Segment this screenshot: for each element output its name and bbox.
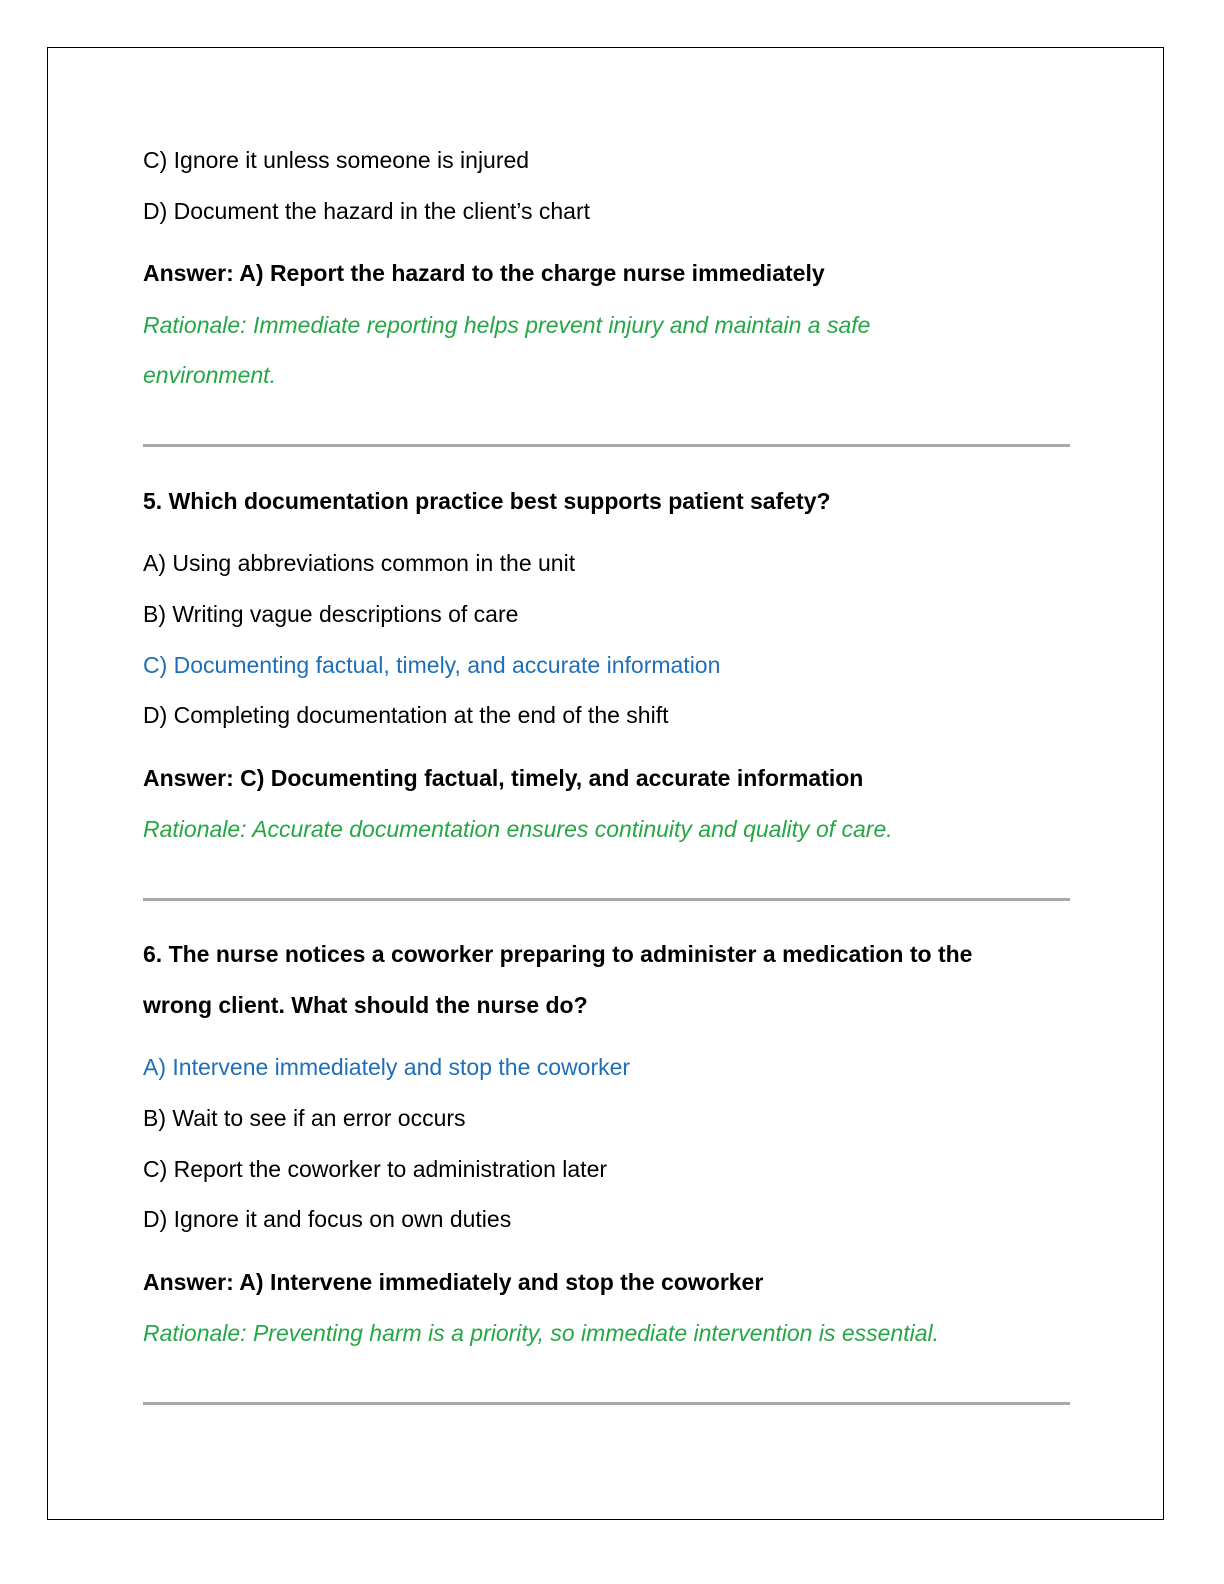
q6-option-c: C) Report the coworker to administration later xyxy=(143,1156,608,1182)
q5-option-d: D) Completing documentation at the end of the shift xyxy=(143,702,669,728)
q4-option-d: D) Document the hazard in the client’s chart xyxy=(143,198,591,224)
q4-answer: Answer: A) Report the hazard to the charge nurse immediately xyxy=(143,260,825,286)
q6-rationale: Rationale: Preventing harm is a priority, so immediate intervention is essential. xyxy=(143,1320,939,1346)
q4-option-c: C) Ignore it unless someone is injured xyxy=(143,147,530,173)
divider xyxy=(143,898,1070,901)
divider xyxy=(143,444,1070,447)
q5-option-a: A) Using abbreviations common in the unit xyxy=(143,550,576,576)
q5-option-c-correct: C) Documenting factual, timely, and accurate information xyxy=(143,652,721,678)
q5-rationale: Rationale: Accurate documentation ensures continuity and quality of care. xyxy=(143,816,893,842)
q5-question: 5. Which documentation practice best supports patient safety? xyxy=(143,488,831,514)
q6-option-d: D) Ignore it and focus on own duties xyxy=(143,1206,512,1232)
q6-option-b: B) Wait to see if an error occurs xyxy=(143,1105,466,1131)
q5-option-b: B) Writing vague descriptions of care xyxy=(143,601,519,627)
q5-answer: Answer: C) Documenting factual, timely, and accurate information xyxy=(143,765,864,791)
q4-rationale-line2: environment. xyxy=(143,362,276,388)
q6-answer: Answer: A) Intervene immediately and stop the coworker xyxy=(143,1269,764,1295)
q6-question-line1: 6. The nurse notices a coworker preparing to administer a medication to the xyxy=(143,941,973,967)
divider xyxy=(143,1402,1070,1405)
q6-question-line2: wrong client. What should the nurse do? xyxy=(143,992,588,1018)
q6-option-a-correct: A) Intervene immediately and stop the coworker xyxy=(143,1054,631,1080)
q4-rationale-line1: Rationale: Immediate reporting helps prevent injury and maintain a safe xyxy=(143,312,871,338)
